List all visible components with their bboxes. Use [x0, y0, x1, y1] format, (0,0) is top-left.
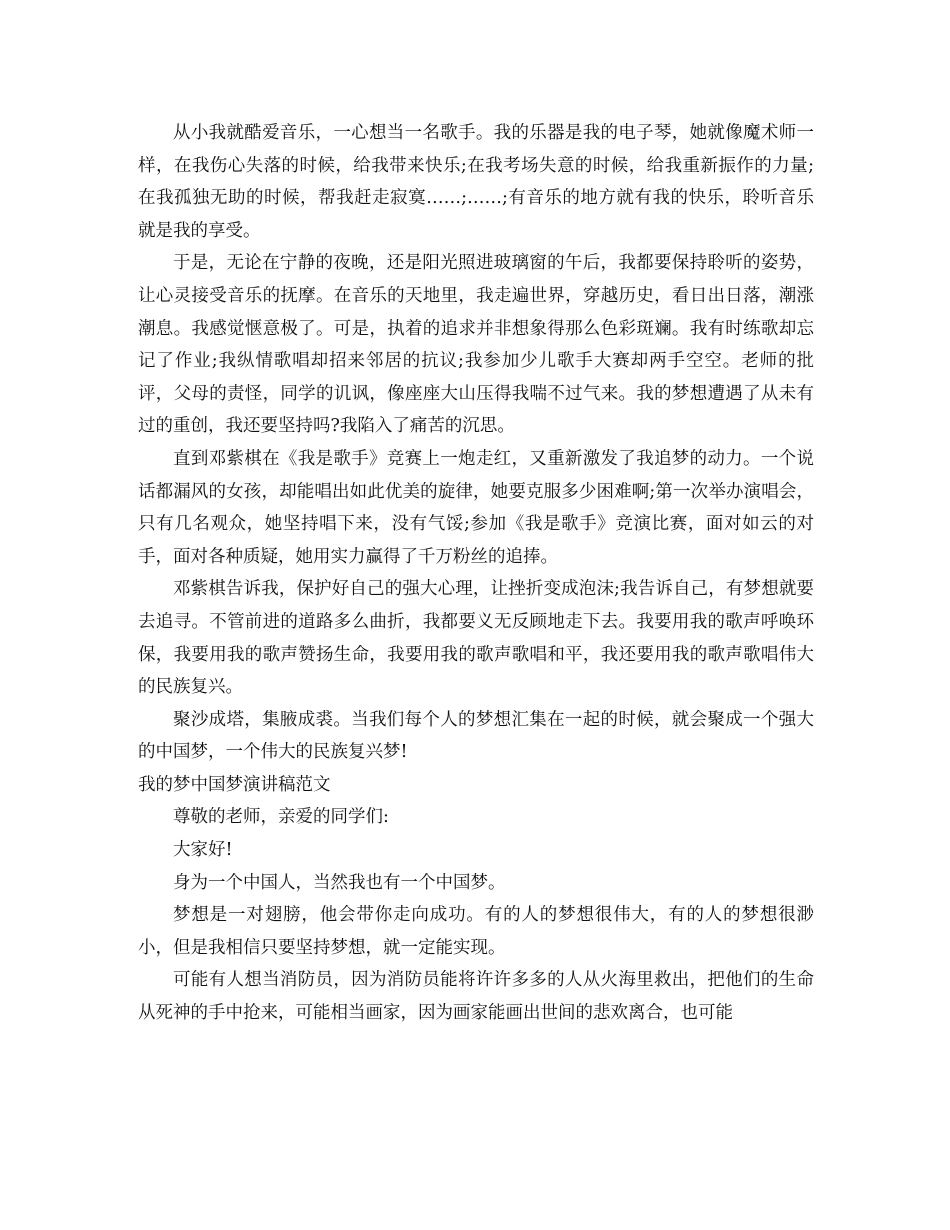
- speech-intro: 身为一个中国人，当然我也有一个中国梦。: [173, 872, 506, 893]
- speech-wings: 梦想是一对翅膀，他会带你走向成功。有的人的梦想很伟大，有的人的梦想很渺小，但是我相信只要坚持梦想，就一定能实现。: [138, 905, 814, 958]
- document-body: [138, 117, 814, 1030]
- speech-hello: 大家好!: [173, 840, 233, 861]
- paragraph-music-love: 从小我就酷爱音乐，一心想当一名歌手。我的乐器是我的电子琴，她就像魔术师一样，在我伤心失落的时候，给我带来快乐;在我考场失意的时候，给我重新振作的力量;在我孤独无助的时候，帮我赶走寂寞……;……;有音乐的地方就有我的快乐，聆听音乐就是我的享受。: [138, 123, 814, 241]
- speech-heading: 我的梦中国梦演讲稿范文: [138, 774, 331, 795]
- paragraph-china-dream: 聚沙成塔，集腋成裘。当我们每个人的梦想汇集在一起的时候，就会聚成一个强大的中国梦，一个伟大的民族复兴梦!: [138, 709, 814, 763]
- paragraph-deng-ziqi: 直到邓紫棋在《我是歌手》竞赛上一炮走红，又重新激发了我追梦的动力。一个说话都漏风的女孩，却能唱出如此优美的旋律，她要克服多少困难啊;第一次举办演唱会，只有几名观众，她坚持唱下来，没有气馁;参加《我是歌手》竞演比赛，面对如云的对手，面对各种质疑，她用实力赢得了千万粉丝的追捧。: [138, 448, 814, 567]
- paragraph-listening: 于是，无论在宁静的夜晚，还是阳光照进玻璃窗的午后，我都要保持聆听的姿势，让心灵接受音乐的抚摩。在音乐的天地里，我走遍世界，穿越历史，看日出日落，潮涨潮息。我感觉惬意极了。可是，执着的追求并非想象得那么色彩斑斓。我有时练歌却忘记了作业;我纵情歌唱却招来邻居的抗议;我参加少儿歌手大赛却两手空空。老师的批评，父母的责怪，同学的讥讽，像座座大山压得我喘不过气来。我的梦想遭遇了从未有过的重创，我还要坚持吗?我陷入了痛苦的沉思。: [138, 253, 814, 437]
- speech-firefighter: 可能有人想当消防员，因为消防员能将许许多多的人从火海里救出，把他们的生命从死神的手中抢来，可能相当画家，因为画家能画出世间的悲欢离合，也可能: [138, 970, 814, 1024]
- paragraph-pursue-dream: 邓紫棋告诉我，保护好自己的强大心理，让挫折变成泡沫;我告诉自己，有梦想就要去追寻。不管前进的道路多么曲折，我都要义无反顾地走下去。我要用我的歌声呼唤环保，我要用我的歌声赞扬生命，我要用我的歌声歌唱和平，我还要用我的歌声歌唱伟大的民族复兴。: [138, 579, 814, 698]
- speech-greeting: 尊敬的老师，亲爱的同学们:: [173, 807, 389, 828]
